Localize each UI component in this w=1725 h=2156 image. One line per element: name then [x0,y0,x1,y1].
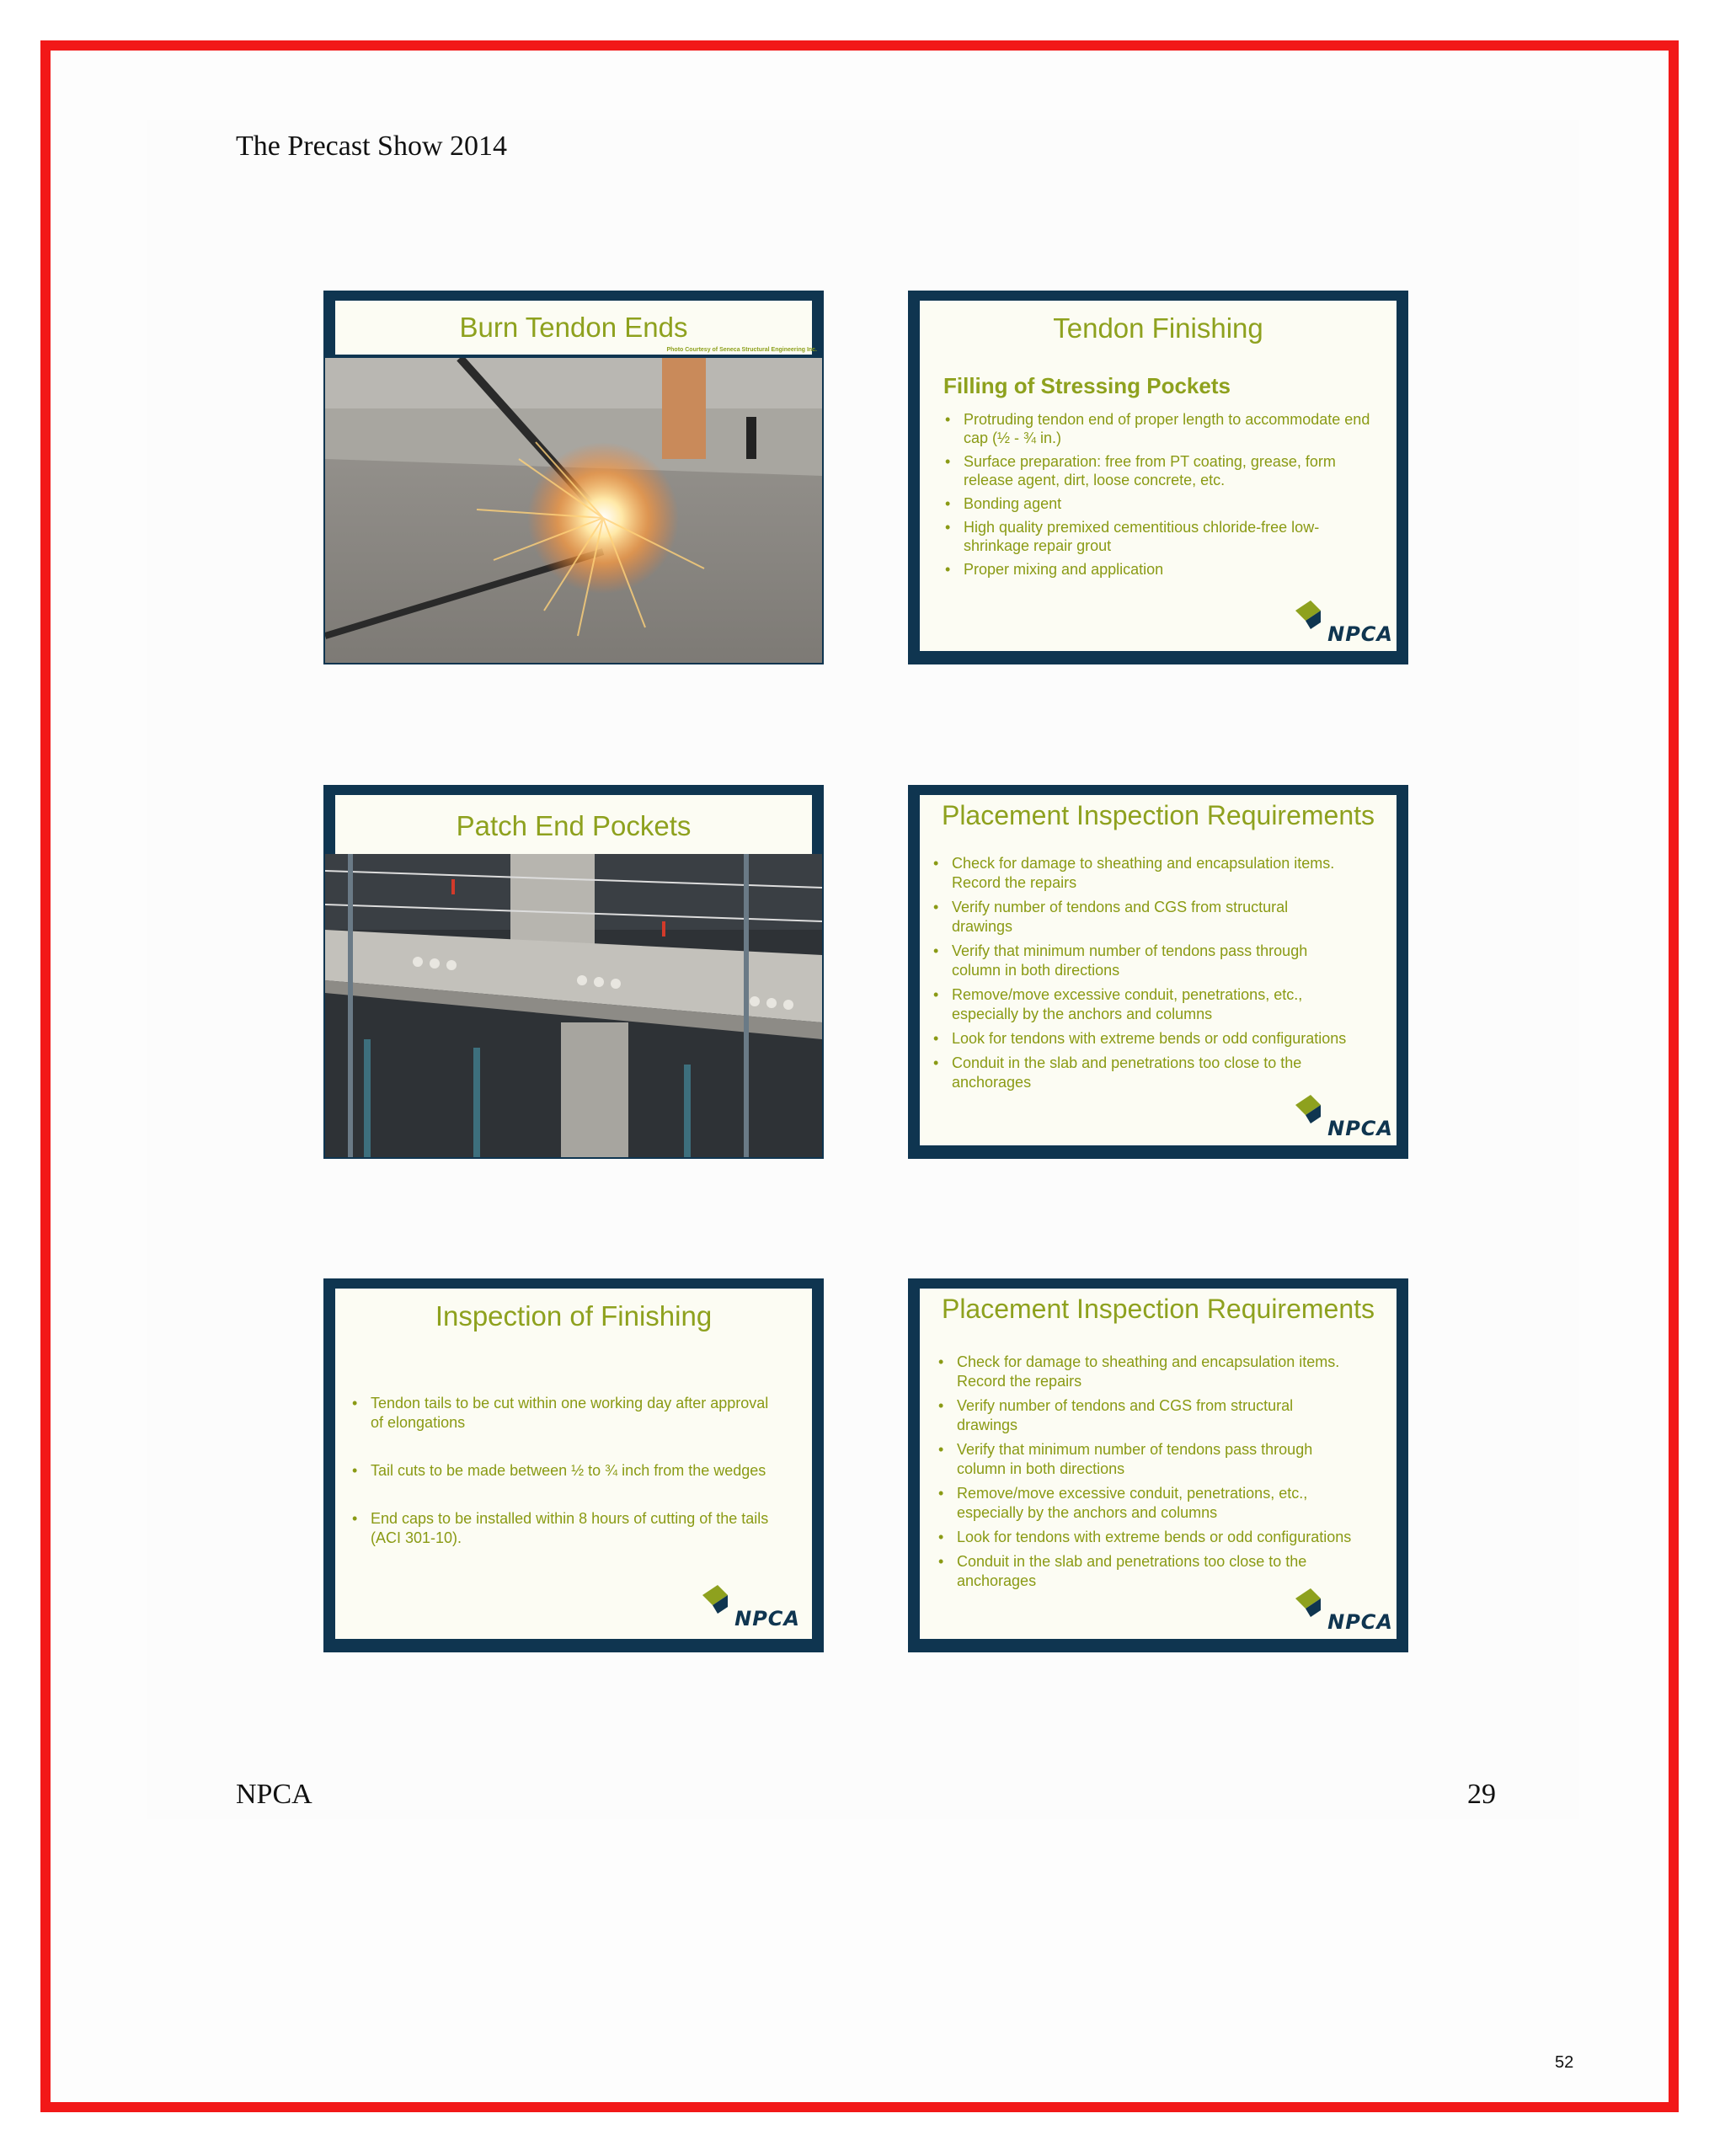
page-header: The Precast Show 2014 [236,131,508,162]
list-item: • Look for tendons with extreme bends or odd configurations [937,1528,1358,1547]
logo-wordmark: NPCA [1327,1117,1393,1140]
list-item: • Conduit in the slab and penetrations too close to the anchorages [937,1552,1358,1591]
list-item: • Check for damage to sheathing and encapsulation items. Record the repairs [937,1353,1358,1391]
npca-logo [1292,1093,1393,1140]
list-item: • Remove/move excessive conduit, penetrations, etc., especially by the anchors and columns [937,1484,1358,1523]
slide-title: Placement Inspection Requirements [941,1294,1375,1324]
list-item: • Bonding agent [943,494,1373,513]
slide-title: Inspection of Finishing [435,1300,713,1331]
list-item: • Verify that minimum number of tendons pass through column in both directions [932,942,1353,980]
slide-inspection-of-finishing [323,1278,824,1652]
slide-title: Burn Tendon Ends [335,301,812,355]
npca-logo [1292,1587,1393,1634]
list-item: • Tail cuts to be made between ½ to ¾ inch from the wedges [350,1461,780,1481]
photo-burning-tendon [325,358,822,663]
photo-credit: Photo Courtesy of Seneca Structural Engineering Inc. [666,347,817,353]
logo-wordmark: NPCA [1327,622,1393,646]
npca-logo-mark-icon [1292,1093,1326,1127]
list-item: • Verify number of tendons and CGS from structural drawings [932,898,1353,937]
slide-body [920,795,1397,1145]
logo-wordmark: NPCA [1327,1610,1393,1634]
npca-logo [1292,599,1393,646]
slide-title: Placement Inspection Requirements [941,800,1375,830]
bullet-list [937,1353,1358,1591]
slide-body [920,301,1397,651]
list-item: • End caps to be installed within 8 hours of cutting of the tails (ACI 301-10). [350,1509,780,1548]
list-item: • Verify number of tendons and CGS from structural drawings [937,1396,1358,1435]
slide-burn-tendon-ends [323,291,824,664]
slide-placement-inspection-1 [908,785,1408,1159]
npca-logo [699,1583,800,1630]
logo-wordmark: NPCA [734,1607,800,1630]
slide-body [920,1289,1397,1639]
list-item: • Verify that minimum number of tendons pass through column in both directions [937,1440,1358,1479]
npca-logo-mark-icon [1292,599,1326,632]
npca-logo-mark-icon [1292,1587,1326,1620]
bullet-list [350,1394,780,1548]
photo-slab-edge [325,854,822,1157]
list-item: • Conduit in the slab and penetrations too close to the anchorages [932,1054,1353,1092]
sheet-number: 52 [1555,2053,1574,2072]
slide-placement-inspection-2 [908,1278,1408,1652]
list-item: • Protruding tendon end of proper length to accommodate end cap (½ - ¾ in.) [943,410,1373,447]
slide-body [335,1289,812,1639]
slide-title: Patch End Pockets [335,795,812,854]
list-item: • High quality premixed cementitious chloride-free low-shrinkage repair grout [943,518,1373,555]
slide-subheading: Filling of Stressing Pockets [943,373,1231,398]
page-number: 29 [1467,1779,1496,1810]
npca-logo-mark-icon [699,1583,733,1617]
list-item: • Proper mixing and application [943,560,1373,579]
list-item: • Remove/move excessive conduit, penetrations, etc., especially by the anchors and columns [932,985,1353,1024]
slide-title: Tendon Finishing [1053,312,1263,344]
list-item: • Check for damage to sheathing and encapsulation items. Record the repairs [932,854,1353,893]
list-item: • Tendon tails to be cut within one working day after approval of elongations [350,1394,780,1433]
bullet-list [943,410,1373,579]
page-footer-left: NPCA [236,1779,312,1810]
bullet-list [932,854,1353,1092]
list-item: • Surface preparation: free from PT coating, grease, form release agent, dirt, loose concrete, etc. [943,452,1373,489]
slide-patch-end-pockets [323,785,824,1159]
slide-tendon-finishing [908,291,1408,664]
list-item: • Look for tendons with extreme bends or odd configurations [932,1029,1353,1049]
